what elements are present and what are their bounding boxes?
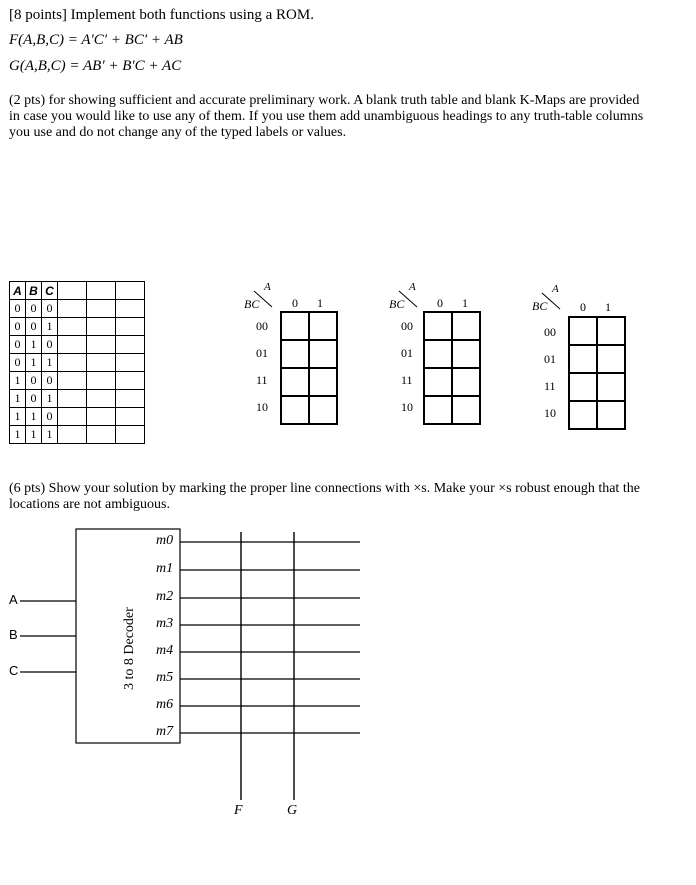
blank-cell[interactable] [87, 390, 116, 408]
blank-header[interactable] [58, 282, 87, 300]
input-label-a: A [9, 592, 18, 607]
blank-cell[interactable] [116, 426, 145, 444]
kmap-col-1: 1 [462, 296, 468, 310]
cell-b: 1 [26, 354, 42, 372]
blank-cell[interactable] [116, 372, 145, 390]
table-row [10, 408, 145, 426]
table-row [10, 336, 145, 354]
decoder-label: 3 to 8 Decoder [122, 607, 137, 690]
kmap-row-10: 10 [544, 406, 556, 420]
cell-b: 1 [26, 408, 42, 426]
table-row [10, 390, 145, 408]
cell-a: 0 [10, 300, 26, 318]
kmap-var-bc: BC [244, 297, 260, 311]
solution-instructions: (6 pts) Show your solution by marking the proper line connections with ×s. Make your ×s robust enough that the locations are not ambiguous. [9, 481, 640, 512]
kmap-row-11: 11 [401, 373, 413, 387]
blank-cell[interactable] [87, 318, 116, 336]
function-label-f: F [234, 803, 243, 818]
blank-header[interactable] [116, 282, 145, 300]
kmap-3 [528, 285, 648, 435]
kmap-col-0: 0 [437, 296, 443, 310]
kmap-var-a: A [552, 283, 559, 295]
table-row [10, 354, 145, 372]
cell-a: 0 [10, 354, 26, 372]
cell-b: 0 [26, 300, 42, 318]
kmap-row-00: 00 [401, 319, 413, 333]
cell-a: 1 [10, 408, 26, 426]
kmap-col-0: 0 [580, 300, 586, 314]
decoder-diagram [0, 520, 400, 830]
kmap-row-10: 10 [256, 400, 268, 414]
blank-cell[interactable] [87, 372, 116, 390]
cell-a: 0 [10, 318, 26, 336]
preliminary-instructions: (2 pts) for showing sufficient and accurate preliminary work. A blank truth table and blank K-Maps are provided in case you would like to use any of them. If you use them add unambiguous headings to any truth-table columns you use and do not change any of the typed labels or values. [9, 93, 644, 140]
blank-cell[interactable] [116, 300, 145, 318]
blank-cell[interactable] [87, 426, 116, 444]
kmap-2 [385, 283, 505, 433]
cell-a: 1 [10, 426, 26, 444]
blank-cell[interactable] [58, 354, 87, 372]
table-row [10, 426, 145, 444]
kmap-row-11: 11 [544, 379, 556, 393]
cell-a: 0 [10, 336, 26, 354]
input-label-c: C [9, 663, 19, 678]
table-row [10, 318, 145, 336]
blank-cell[interactable] [87, 408, 116, 426]
cell-c: 0 [42, 336, 58, 354]
cell-b: 1 [26, 426, 42, 444]
blank-cell[interactable] [116, 336, 145, 354]
cell-c: 1 [42, 390, 58, 408]
header-a: A [10, 282, 26, 300]
header-b: B [26, 282, 42, 300]
blank-cell[interactable] [87, 354, 116, 372]
blank-cell[interactable] [116, 318, 145, 336]
cell-c: 1 [42, 354, 58, 372]
kmap-col-0: 0 [292, 296, 298, 310]
cell-b: 0 [26, 318, 42, 336]
blank-cell[interactable] [58, 408, 87, 426]
function-label-g: G [287, 803, 298, 818]
kmap-var-bc: BC [532, 299, 548, 313]
blank-header[interactable] [87, 282, 116, 300]
table-row [10, 300, 145, 318]
kmap-col-1: 1 [605, 300, 611, 314]
blank-cell[interactable] [58, 372, 87, 390]
kmap-var-a: A [264, 281, 271, 293]
minterm-label: m2 [156, 589, 174, 604]
equation-f: F(A,B,C) = A′C′ + BC′ + AB [9, 32, 183, 48]
truth-table [9, 281, 145, 444]
cell-b: 0 [26, 372, 42, 390]
cell-b: 1 [26, 336, 42, 354]
blank-cell[interactable] [87, 336, 116, 354]
kmap-row-01: 01 [256, 346, 268, 360]
cell-b: 0 [26, 390, 42, 408]
blank-cell[interactable] [58, 300, 87, 318]
minterm-label: m1 [156, 561, 174, 576]
kmap-row-11: 11 [256, 373, 268, 387]
kmap-1 [240, 283, 360, 433]
kmap-grid[interactable] [423, 311, 485, 425]
blank-cell[interactable] [58, 318, 87, 336]
kmap-col-1: 1 [317, 296, 323, 310]
blank-cell[interactable] [116, 408, 145, 426]
kmap-row-01: 01 [401, 346, 413, 360]
kmap-row-10: 10 [401, 400, 413, 414]
header-c: C [42, 282, 58, 300]
cell-c: 0 [42, 408, 58, 426]
minterm-label: m6 [156, 697, 174, 712]
minterm-label: m5 [156, 670, 174, 685]
minterm-label: m3 [156, 616, 174, 631]
cell-a: 1 [10, 372, 26, 390]
cell-a: 1 [10, 390, 26, 408]
blank-cell[interactable] [87, 300, 116, 318]
cell-c: 1 [42, 426, 58, 444]
blank-cell[interactable] [58, 426, 87, 444]
blank-cell[interactable] [116, 354, 145, 372]
cell-c: 0 [42, 372, 58, 390]
problem-header: [8 points] Implement both functions using a ROM. [9, 7, 314, 23]
kmap-row-01: 01 [544, 352, 556, 366]
blank-cell[interactable] [58, 390, 87, 408]
kmap-grid[interactable] [280, 311, 342, 425]
minterm-label: m0 [156, 533, 174, 548]
input-label-b: B [9, 627, 18, 642]
equation-g: G(A,B,C) = AB′ + B′C + AC [9, 58, 182, 74]
truth-table-header [10, 282, 145, 300]
minterm-label: m7 [156, 724, 174, 739]
table-row [10, 372, 145, 390]
cell-c: 0 [42, 300, 58, 318]
blank-cell[interactable] [116, 390, 145, 408]
kmap-var-bc: BC [389, 297, 405, 311]
kmap-row-00: 00 [256, 319, 268, 333]
cell-c: 1 [42, 318, 58, 336]
kmap-row-00: 00 [544, 325, 556, 339]
kmap-grid[interactable] [568, 316, 630, 430]
blank-cell[interactable] [58, 336, 87, 354]
kmap-var-a: A [409, 281, 416, 293]
minterm-label: m4 [156, 643, 174, 658]
